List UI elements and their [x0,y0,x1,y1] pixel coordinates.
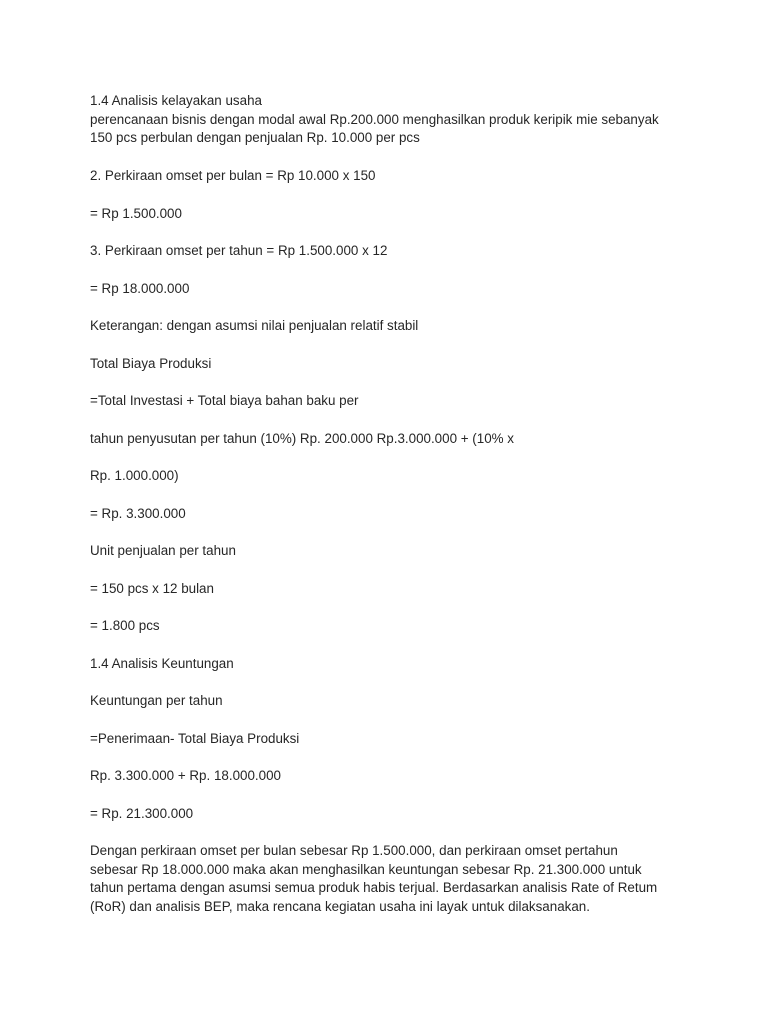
conclusion-line: Dengan perkiraan omset per bulan sebesar Rp 1.500.000, dan perkiraan omset pertahun [90,843,618,858]
conclusion-line: (RoR) dan analisis BEP, maka rencana kegiatan usaha ini layak untuk dilaksanakan. [90,898,590,914]
annual-profit-heading: Keuntungan per tahun [90,693,223,708]
profit-calculation: Rp. 3.300.000 + Rp. 18.000.000 [90,768,281,783]
production-cost-heading: Total Biaya Produksi [90,356,212,371]
profit-result: = Rp. 21.300.000 [90,806,194,821]
conclusion-line: tahun pertama dengan asumsi semua produk habis terjual. Berdasarkan analisis Rate of Retum [90,880,658,895]
monthly-revenue-formula: 2. Perkiraan omset per bulan = Rp 10.000 x 150 [90,168,376,183]
production-cost-result: = Rp. 3.300.000 [90,506,186,521]
production-cost-formula: =Total Investasi + Total biaya bahan baku per [90,393,359,408]
unit-sales-result: = 1.800 pcs [90,618,160,633]
conclusion-paragraph [90,842,690,916]
monthly-revenue-result: = Rp 1.500.000 [90,206,182,221]
profit-formula: =Penerimaan- Total Biaya Produksi [90,731,300,746]
note-line: Keterangan: dengan asumsi nilai penjualan relatif stabil [90,318,419,333]
conclusion-line: sebesar Rp 18.000.000 maka akan menghasilkan keuntungan sebesar Rp. 21.300.000 untuk [90,861,642,877]
depreciation-line-continued: Rp. 1.000.000) [90,468,179,483]
yearly-revenue-result: = Rp 18.000.000 [90,281,190,296]
unit-sales-heading: Unit penjualan per tahun [90,543,236,558]
unit-sales-formula: = 150 pcs x 12 bulan [90,581,214,596]
intro-text-line: 150 pcs perbulan dengan penjualan Rp. 10.000 per pcs [90,130,420,145]
depreciation-line: tahun penyusutan per tahun (10%) Rp. 200.000 Rp.3.000.000 + (10% x [90,431,514,446]
profit-analysis-heading: 1.4 Analisis Keuntungan [90,656,234,671]
intro-paragraph [90,92,690,148]
section-heading: 1.4 Analisis kelayakan usaha [90,93,262,108]
yearly-revenue-formula: 3. Perkiraan omset per tahun = Rp 1.500.000 x 12 [90,243,388,258]
intro-text-line: perencanaan bisnis dengan modal awal Rp.200.000 menghasilkan produk keripik mie sebanyak [90,111,659,127]
